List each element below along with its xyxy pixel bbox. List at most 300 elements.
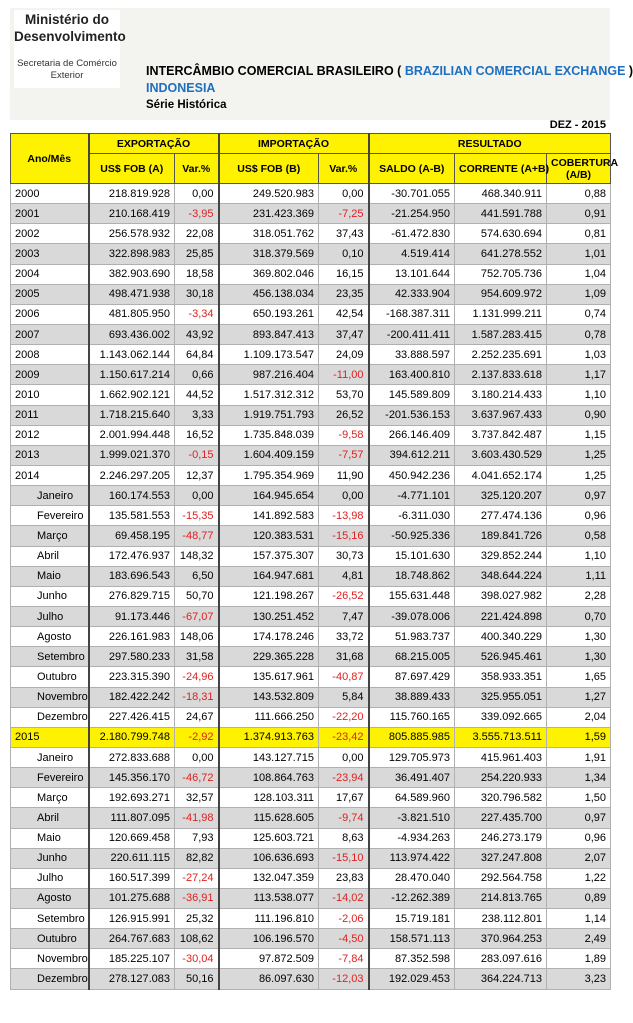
table-row [11,385,611,405]
header-var-exp: Var.% [175,154,219,184]
cell-label: Março [11,526,89,546]
cell-export-fob: 91.173.446 [89,606,175,626]
cell-cobertura: 2,04 [547,707,611,727]
cell-saldo: 129.705.973 [369,747,455,767]
cell-corrente: 641.278.552 [455,244,547,264]
cell-label: 2014 [11,465,89,485]
cell-export-var: 148,06 [175,627,219,647]
table-row [11,687,611,707]
cell-export-fob: 227.426.415 [89,707,175,727]
cell-import-var: 23,83 [319,868,369,888]
cell-import-var: -22,20 [319,707,369,727]
cell-corrente: 4.041.652.174 [455,465,547,485]
cell-import-var: -11,00 [319,365,369,385]
cell-label: 2008 [11,345,89,365]
cell-saldo: 155.631.448 [369,586,455,606]
cell-corrente: 3.603.430.529 [455,445,547,465]
cell-saldo: -4.934.263 [369,828,455,848]
cell-import-var: 0,00 [319,747,369,767]
table-row [11,405,611,425]
cell-export-var: 0,66 [175,365,219,385]
cell-import-fob: 86.097.630 [219,969,319,989]
cell-cobertura: 1,89 [547,949,611,969]
cell-label: Dezembro [11,969,89,989]
cell-export-var: -24,96 [175,667,219,687]
cell-corrente: 400.340.229 [455,627,547,647]
cell-label: Abril [11,546,89,566]
cell-export-fob: 693.436.002 [89,324,175,344]
cell-import-fob: 115.628.605 [219,808,319,828]
cell-export-fob: 135.581.553 [89,506,175,526]
cell-cobertura: 1,25 [547,445,611,465]
cell-export-var: -48,77 [175,526,219,546]
series-label: Série Histórica [146,99,227,111]
cell-import-fob: 174.178.246 [219,627,319,647]
cell-export-var: -3,95 [175,204,219,224]
cell-cobertura: 0,88 [547,184,611,204]
cell-export-var: 50,70 [175,586,219,606]
cell-cobertura: 1,25 [547,465,611,485]
cell-saldo: -39.078.006 [369,606,455,626]
cell-export-fob: 382.903.690 [89,264,175,284]
cell-saldo: -30.701.055 [369,184,455,204]
cell-import-var: 37,47 [319,324,369,344]
cell-export-fob: 210.168.419 [89,204,175,224]
cell-import-fob: 164.947.681 [219,566,319,586]
cell-label: 2003 [11,244,89,264]
cell-import-fob: 130.251.452 [219,606,319,626]
cell-corrente: 339.092.665 [455,707,547,727]
cell-cobertura: 1,04 [547,264,611,284]
cell-label: 2001 [11,204,89,224]
cell-export-var: -15,35 [175,506,219,526]
cell-export-var: -41,98 [175,808,219,828]
cell-export-var: 0,00 [175,747,219,767]
cell-corrente: 370.964.253 [455,929,547,949]
cell-cobertura: 0,81 [547,224,611,244]
cell-import-var: -7,25 [319,204,369,224]
cell-label: 2004 [11,264,89,284]
cell-export-fob: 182.422.242 [89,687,175,707]
cell-corrente: 1.587.283.415 [455,324,547,344]
cell-saldo: -61.472.830 [369,224,455,244]
cell-label: Fevereiro [11,768,89,788]
cell-corrente: 3.737.842.487 [455,425,547,445]
cell-corrente: 441.591.788 [455,204,547,224]
cell-saldo: 42.333.904 [369,284,455,304]
cell-saldo: 4.519.414 [369,244,455,264]
cell-corrente: 2.137.833.618 [455,365,547,385]
cell-export-fob: 272.833.688 [89,747,175,767]
cell-export-fob: 1.662.902.121 [89,385,175,405]
cell-import-var: 16,15 [319,264,369,284]
cell-cobertura: 1,30 [547,647,611,667]
cell-import-var: 17,67 [319,788,369,808]
cell-corrente: 254.220.933 [455,768,547,788]
cell-saldo: -3.821.510 [369,808,455,828]
cell-export-fob: 145.356.170 [89,768,175,788]
table-row [11,204,611,224]
header-importacao: IMPORTAÇÃO [219,134,369,154]
cell-saldo: 15.719.181 [369,909,455,929]
cell-export-fob: 223.315.390 [89,667,175,687]
cell-export-fob: 481.805.950 [89,304,175,324]
table-row [11,345,611,365]
table-row [11,627,611,647]
table-row [11,445,611,465]
cell-corrente: 3.555.713.511 [455,727,547,747]
cell-saldo: 68.215.005 [369,647,455,667]
cell-label: Fevereiro [11,506,89,526]
cell-label: 2005 [11,284,89,304]
cell-label: Maio [11,828,89,848]
cell-import-fob: 318.051.762 [219,224,319,244]
cell-export-var: 18,58 [175,264,219,284]
cell-cobertura: 0,58 [547,526,611,546]
cell-corrente: 246.273.179 [455,828,547,848]
cell-saldo: 13.101.644 [369,264,455,284]
cell-export-fob: 1.150.617.214 [89,365,175,385]
cell-label: 2015 [11,727,89,747]
cell-export-fob: 256.578.932 [89,224,175,244]
header-var-imp: Var.% [319,154,369,184]
cell-corrente: 327.247.808 [455,848,547,868]
table-row [11,184,611,204]
cell-import-fob: 128.103.311 [219,788,319,808]
cell-export-fob: 218.819.928 [89,184,175,204]
header-resultado: RESULTADO [369,134,611,154]
cell-export-var: 50,16 [175,969,219,989]
table-row [11,808,611,828]
cell-import-var: 33,72 [319,627,369,647]
cell-cobertura: 3,23 [547,969,611,989]
cell-import-fob: 369.802.046 [219,264,319,284]
cell-saldo: 158.571.113 [369,929,455,949]
cell-cobertura: 1,50 [547,788,611,808]
cell-export-var: 0,00 [175,486,219,506]
table-row [11,747,611,767]
cell-export-var: 16,52 [175,425,219,445]
cell-import-var: 5,84 [319,687,369,707]
cell-export-fob: 69.458.195 [89,526,175,546]
cell-import-fob: 121.198.267 [219,586,319,606]
cell-export-fob: 264.767.683 [89,929,175,949]
cell-import-fob: 249.520.983 [219,184,319,204]
table-row [11,546,611,566]
table-row [11,909,611,929]
cell-cobertura: 1,10 [547,385,611,405]
title-close: ) [628,64,633,78]
table-row [11,727,611,747]
cell-import-fob: 143.127.715 [219,747,319,767]
cell-import-var: 23,35 [319,284,369,304]
cell-label: 2009 [11,365,89,385]
cell-corrente: 277.474.136 [455,506,547,526]
cell-import-var: 37,43 [319,224,369,244]
cell-export-var: 43,92 [175,324,219,344]
table-row [11,324,611,344]
cell-label: Outubro [11,667,89,687]
cell-export-var: 25,32 [175,909,219,929]
cell-corrente: 214.813.765 [455,888,547,908]
cell-export-fob: 322.898.983 [89,244,175,264]
cell-export-fob: 1.718.215.640 [89,405,175,425]
cell-import-fob: 111.196.810 [219,909,319,929]
header-cobertura: COBERTURA (A/B) [547,154,611,184]
cell-import-fob: 650.193.261 [219,304,319,324]
cell-saldo: 450.942.236 [369,465,455,485]
cell-corrente: 2.252.235.691 [455,345,547,365]
cell-import-var: -7,84 [319,949,369,969]
cell-cobertura: 0,91 [547,204,611,224]
cell-cobertura: 1,15 [547,425,611,445]
header-exportacao: EXPORTAÇÃO [89,134,219,154]
cell-corrente: 954.609.972 [455,284,547,304]
cell-corrente: 238.112.801 [455,909,547,929]
cell-saldo: 18.748.862 [369,566,455,586]
cell-cobertura: 1,34 [547,768,611,788]
cell-saldo: 87.352.598 [369,949,455,969]
cell-export-fob: 1.143.062.144 [89,345,175,365]
cell-cobertura: 2,07 [547,848,611,868]
cell-export-fob: 101.275.688 [89,888,175,908]
cell-saldo: 15.101.630 [369,546,455,566]
cell-export-fob: 183.696.543 [89,566,175,586]
cell-corrente: 283.097.616 [455,949,547,969]
cell-cobertura: 1,27 [547,687,611,707]
cell-import-var: 7,47 [319,606,369,626]
cell-cobertura: 0,78 [547,324,611,344]
cell-export-var: -2,92 [175,727,219,747]
cell-export-fob: 2.001.994.448 [89,425,175,445]
header-saldo: SALDO (A-B) [369,154,455,184]
cell-cobertura: 1,14 [547,909,611,929]
cell-saldo: -200.411.411 [369,324,455,344]
cell-saldo: 33.888.597 [369,345,455,365]
cell-import-fob: 125.603.721 [219,828,319,848]
cell-export-var: 32,57 [175,788,219,808]
table-row [11,425,611,445]
cell-import-var: -23,94 [319,768,369,788]
cell-export-var: 44,52 [175,385,219,405]
cell-label: Março [11,788,89,808]
cell-import-var: 53,70 [319,385,369,405]
cell-import-var: -23,42 [319,727,369,747]
header-fob-a: US$ FOB (A) [89,154,175,184]
cell-label: Novembro [11,949,89,969]
cell-import-fob: 318.379.569 [219,244,319,264]
table-row [11,566,611,586]
cell-corrente: 3.637.967.433 [455,405,547,425]
table-row [11,929,611,949]
cell-export-var: -46,72 [175,768,219,788]
cell-import-fob: 1.517.312.312 [219,385,319,405]
header-corrente: CORRENTE (A+B) [455,154,547,184]
cell-export-fob: 297.580.233 [89,647,175,667]
cell-cobertura: 2,28 [547,586,611,606]
table-body [11,184,611,990]
cell-cobertura: 1,01 [547,244,611,264]
cell-import-var: -26,52 [319,586,369,606]
cell-export-fob: 185.225.107 [89,949,175,969]
cell-label: 2012 [11,425,89,445]
cell-import-fob: 164.945.654 [219,486,319,506]
table-row [11,365,611,385]
cell-export-var: 24,67 [175,707,219,727]
cell-export-var: 7,93 [175,828,219,848]
cell-import-fob: 111.666.250 [219,707,319,727]
cell-cobertura: 1,10 [547,546,611,566]
country-name: INDONESIA [146,81,216,95]
cell-cobertura: 1,17 [547,365,611,385]
trade-table [10,133,619,990]
cell-export-var: -67,07 [175,606,219,626]
cell-cobertura: 1,22 [547,868,611,888]
cell-export-var: -18,31 [175,687,219,707]
cell-export-var: 64,84 [175,345,219,365]
cell-import-var: 11,90 [319,465,369,485]
logo-line-4: Exterior [50,70,84,81]
title-english: BRAZILIAN COMERCIAL EXCHANGE [404,64,626,78]
cell-corrente: 325.120.207 [455,486,547,506]
cell-import-var: 42,54 [319,304,369,324]
table-row [11,888,611,908]
table-row [11,284,611,304]
cell-saldo: -6.311.030 [369,506,455,526]
cell-saldo: 87.697.429 [369,667,455,687]
cell-corrente: 320.796.582 [455,788,547,808]
cell-export-var: -0,15 [175,445,219,465]
cell-saldo: -168.387.311 [369,304,455,324]
cell-import-fob: 141.892.583 [219,506,319,526]
cell-import-var: 30,73 [319,546,369,566]
cell-export-var: 0,00 [175,184,219,204]
cell-import-var: -9,58 [319,425,369,445]
cell-import-fob: 1.109.173.547 [219,345,319,365]
cell-label: Dezembro [11,707,89,727]
cell-import-var: -4,50 [319,929,369,949]
cell-import-fob: 108.864.763 [219,768,319,788]
cell-label: 2007 [11,324,89,344]
ministry-logo [14,10,126,88]
cell-import-fob: 120.383.531 [219,526,319,546]
cell-cobertura: 1,11 [547,566,611,586]
cell-corrente: 364.224.713 [455,969,547,989]
cell-label: 2013 [11,445,89,465]
cell-cobertura: 0,97 [547,808,611,828]
cell-export-var: 6,50 [175,566,219,586]
table-row [11,788,611,808]
cell-import-var: -13,98 [319,506,369,526]
cell-saldo: 266.146.409 [369,425,455,445]
cell-export-fob: 498.471.938 [89,284,175,304]
table-row [11,647,611,667]
cell-label: Novembro [11,687,89,707]
cell-export-var: 82,82 [175,848,219,868]
cell-import-var: 0,00 [319,486,369,506]
cell-import-fob: 106.636.693 [219,848,319,868]
table-row [11,506,611,526]
cell-export-var: 108,62 [175,929,219,949]
cell-import-var: -40,87 [319,667,369,687]
cell-saldo: 163.400.810 [369,365,455,385]
cell-export-var: 3,33 [175,405,219,425]
cell-saldo: -50.925.336 [369,526,455,546]
cell-label: Janeiro [11,747,89,767]
cell-label: Abril [11,808,89,828]
cell-label: Julho [11,606,89,626]
cell-export-fob: 2.246.297.205 [89,465,175,485]
table-row [11,264,611,284]
cell-label: 2000 [11,184,89,204]
cell-label: Janeiro [11,486,89,506]
table-row [11,586,611,606]
cell-saldo: -201.536.153 [369,405,455,425]
cell-cobertura: 1,09 [547,284,611,304]
cell-saldo: -21.254.950 [369,204,455,224]
cell-export-fob: 160.517.399 [89,868,175,888]
cell-corrente: 398.027.982 [455,586,547,606]
cell-saldo: 115.760.165 [369,707,455,727]
table-row [11,606,611,626]
cell-saldo: 805.885.985 [369,727,455,747]
cell-import-var: 0,10 [319,244,369,264]
cell-cobertura: 0,96 [547,828,611,848]
cell-import-fob: 1.795.354.969 [219,465,319,485]
cell-export-fob: 2.180.799.748 [89,727,175,747]
cell-export-var: -30,04 [175,949,219,969]
table-row [11,526,611,546]
cell-label: Agosto [11,888,89,908]
cell-label: 2002 [11,224,89,244]
cell-label: Junho [11,586,89,606]
title-main: INTERCÂMBIO COMERCIAL BRASILEIRO ( [146,64,402,78]
cell-corrente: 3.180.214.433 [455,385,547,405]
cell-saldo: -12.262.389 [369,888,455,908]
cell-import-var: -7,57 [319,445,369,465]
cell-export-var: -3,34 [175,304,219,324]
cell-import-fob: 1.735.848.039 [219,425,319,445]
cell-export-fob: 192.693.271 [89,788,175,808]
cell-export-fob: 226.161.983 [89,627,175,647]
cell-cobertura: 0,89 [547,888,611,908]
cell-import-var: -15,10 [319,848,369,868]
cell-corrente: 752.705.736 [455,264,547,284]
cell-saldo: 64.589.960 [369,788,455,808]
cell-import-fob: 1.604.409.159 [219,445,319,465]
cell-label: 2010 [11,385,89,405]
cell-import-fob: 231.423.369 [219,204,319,224]
cell-corrente: 189.841.726 [455,526,547,546]
cell-label: Setembro [11,647,89,667]
cell-export-fob: 1.999.021.370 [89,445,175,465]
cell-corrente: 292.564.758 [455,868,547,888]
header-ano-mes: Ano/Mês [11,134,89,184]
table-row [11,828,611,848]
table-row [11,667,611,687]
cell-corrente: 325.955.051 [455,687,547,707]
cell-corrente: 526.945.461 [455,647,547,667]
cell-export-fob: 111.807.095 [89,808,175,828]
cell-saldo: 192.029.453 [369,969,455,989]
cell-export-var: 12,37 [175,465,219,485]
cell-cobertura: 0,96 [547,506,611,526]
table-row [11,465,611,485]
table-row [11,304,611,324]
cell-import-var: -12,03 [319,969,369,989]
cell-cobertura: 0,70 [547,606,611,626]
cell-cobertura: 1,30 [547,627,611,647]
